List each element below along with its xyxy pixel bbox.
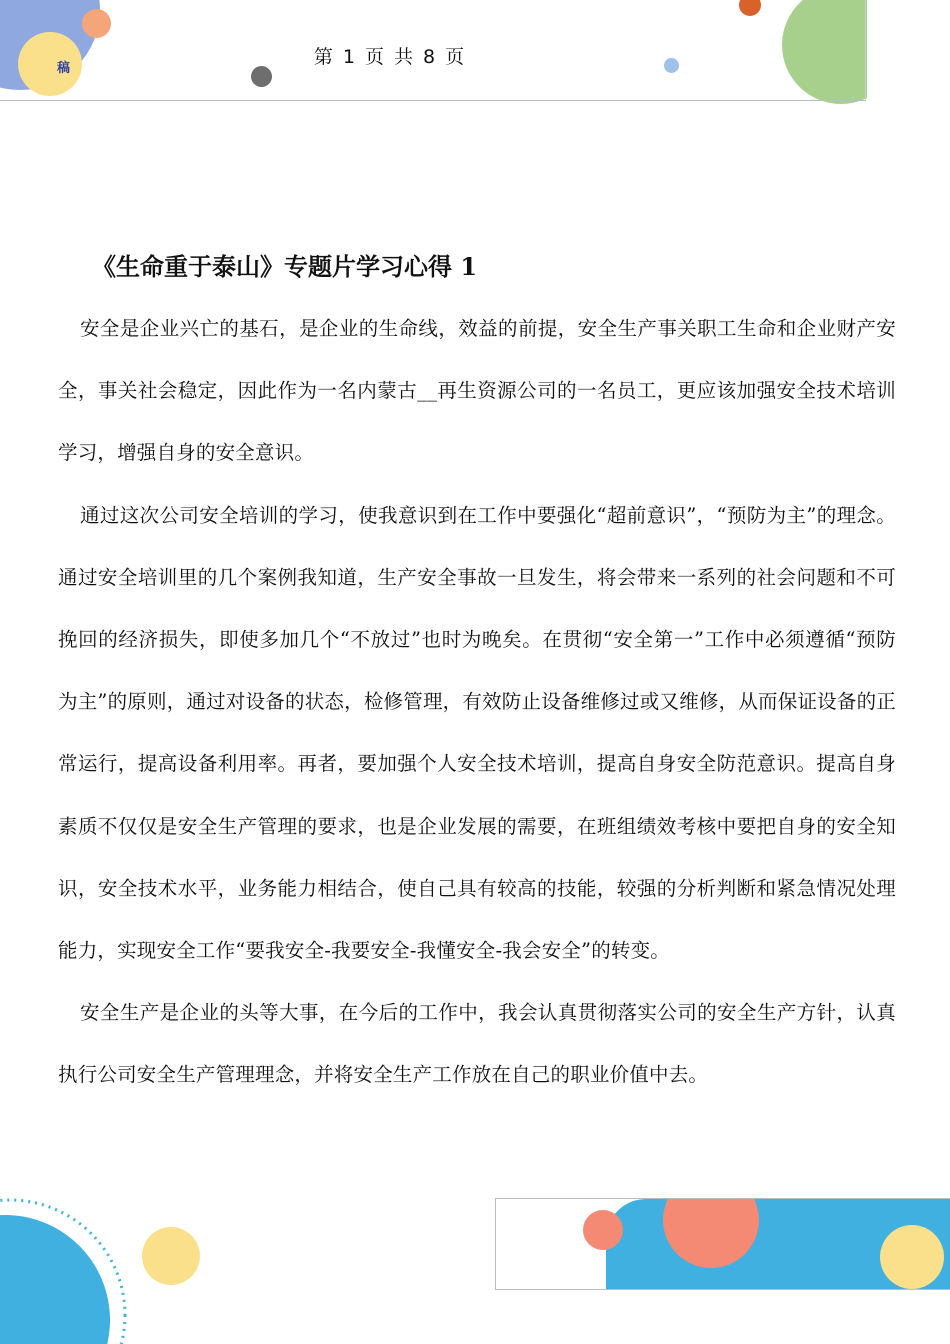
footer-box <box>495 1198 950 1290</box>
stamp-label: 稿 <box>57 61 71 76</box>
yellow-footer-circle-decoration <box>880 1225 944 1289</box>
document-body <box>58 298 896 1107</box>
header-right-border <box>865 0 866 101</box>
dark-orange-dot-decoration <box>739 0 761 16</box>
footer-left-decoration <box>0 1180 200 1344</box>
gray-dot-decoration <box>251 66 272 87</box>
green-circle-decoration <box>782 0 900 104</box>
paragraph-1: 安全是企业兴亡的基石，是企业的生命线，效益的前提，安全生产事关职工生命和企业财产安全，事关社会稳定，因此作为一名内蒙古__再生资源公司的一名员工，更应该加强安全技术培训学习，增强自身的安全意识。 <box>58 317 896 465</box>
page-indicator: 第 1 页 共 8 页 <box>313 46 467 68</box>
paragraph-3: 安全生产是企业的头等大事，在今后的工作中，我会认真贯彻落实公司的安全生产方针，认真执行公司安全生产管理理念，并将安全生产工作放在自己的职业价值中去。 <box>58 1001 896 1087</box>
orange-circle-decoration <box>82 9 111 38</box>
paragraph-2: 通过这次公司安全培训的学习，使我意识到在工作中要强化“超前意识”，“预防为主”的理念。通过安全培训里的几个案例我知道，生产安全事故一旦发生，将会带来一系列的社会问题和不可挽回的经济损失，即使多加几个“不放过”也时为晚矣。在贯彻“安全第一”工作中必须遵循“预防为主”的原则，通过对设备的状态，检修管理，有效防止设备维修过或又维修，从而保证设备的正常运行，提高设备利用率。再者，要加强个人安全技术培训，提高自身安全防范意识。提高自身素质不仅仅是安全生产管理的要求，也是企业发展的需要，在班组绩效考核中要把自身的安全知识，安全技术水平，业务能力相结合，使自己具有较高的技能，较强的分析判断和紧急情况处理能力，实现安全工作“要我安全-我要安全-我懂安全-我会安全”的转变。 <box>58 503 896 963</box>
salmon-dot-decoration <box>583 1210 623 1250</box>
document-title: 《生命重于泰山》专题片学习心得 1 <box>92 252 478 281</box>
header-divider <box>0 100 866 101</box>
